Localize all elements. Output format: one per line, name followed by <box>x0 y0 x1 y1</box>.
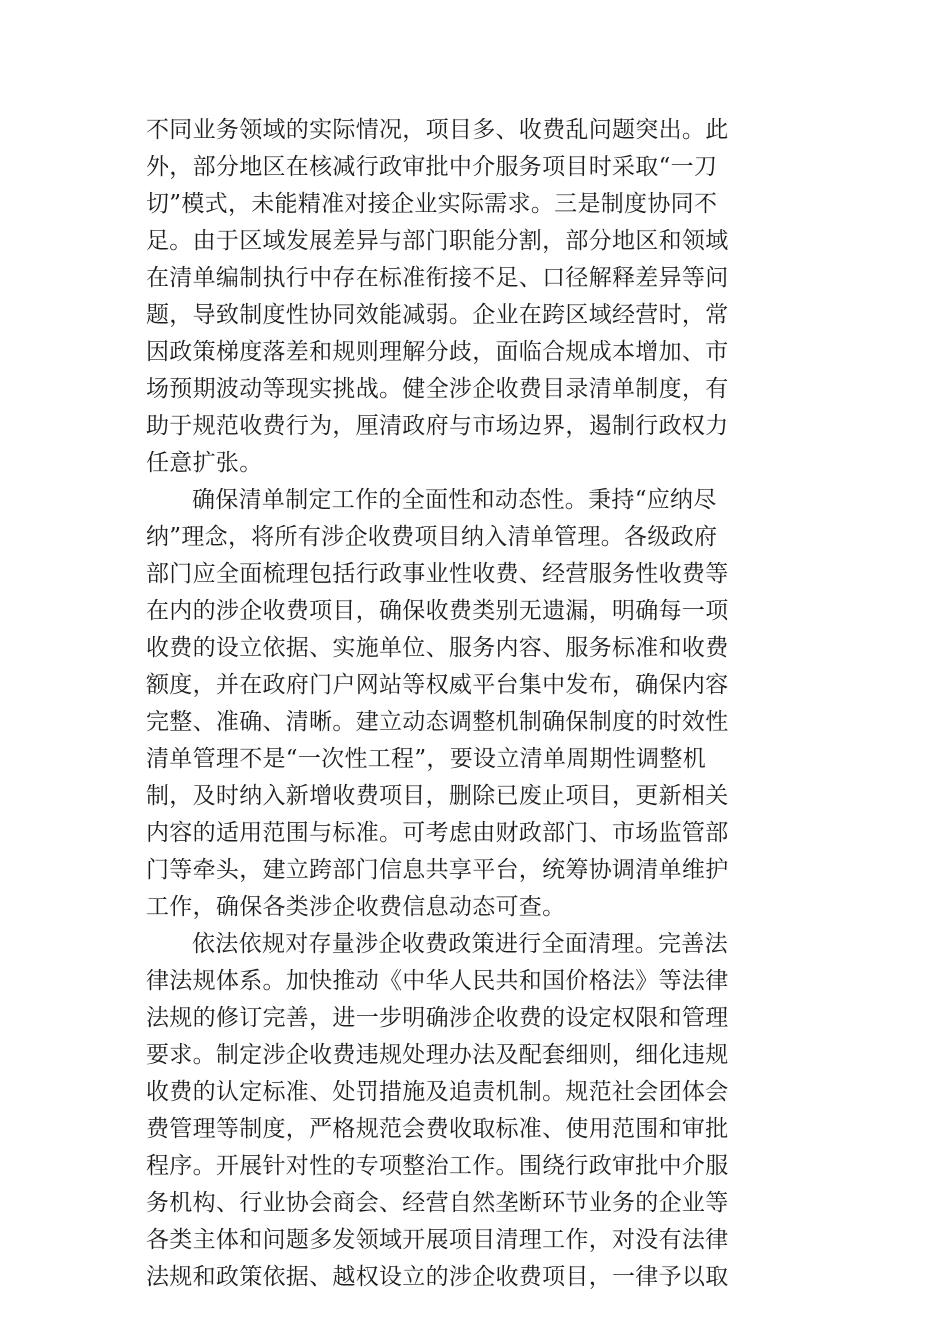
text-line: 内容的适用范围与标准。可考虑由财政部门、市场监管部 <box>146 820 729 846</box>
text-line: 部门应全面梳理包括行政事业性收费、经营服务性收费等 <box>146 561 729 587</box>
text-line: 制，及时纳入新增收费项目，删除已废止项目，更新相关 <box>146 783 729 809</box>
text-line: 法规和政策依据、越权设立的涉企收费项目，一律予以取 <box>146 1264 729 1290</box>
text-line: 收费的设立依据、实施单位、服务内容、服务标准和收费 <box>146 635 729 661</box>
text-line: 足。由于区域发展差异与部门职能分割，部分地区和领域 <box>146 228 729 254</box>
text-line: 额度，并在政府门户网站等权威平台集中发布，确保内容 <box>146 672 729 698</box>
text-line: 在清单编制执行中存在标准衔接不足、口径解释差异等问 <box>146 265 729 291</box>
text-line: 工作，确保各类涉企收费信息动态可查。 <box>146 894 566 920</box>
text-line: 切”模式，未能精准对接企业实际需求。三是制度协同不 <box>146 191 718 217</box>
document-body <box>146 112 804 1296</box>
text-line: 纳”理念，将所有涉企收费项目纳入清单管理。各级政府 <box>146 524 718 550</box>
text-line: 题，导致制度性协同效能减弱。企业在跨区域经营时，常 <box>146 302 729 328</box>
text-line: 助于规范收费行为，厘清政府与市场边界，遏制行政权力 <box>146 413 729 439</box>
text-line: 外，部分地区在核减行政审批中介服务项目时采取“一刀 <box>146 154 718 180</box>
text-line: 律法规体系。加快推动《中华人民共和国价格法》等法律 <box>146 968 729 994</box>
text-line: 在内的涉企收费项目，确保收费类别无遗漏，明确每一项 <box>146 598 729 624</box>
text-line: 程序。开展针对性的专项整治工作。围绕行政审批中介服 <box>146 1153 729 1179</box>
text-line: 完整、准确、清晰。建立动态调整机制确保制度的时效性 <box>146 709 729 735</box>
text-line: 任意扩张。 <box>146 450 263 476</box>
paragraph-first-line: 确保清单制定工作的全面性和动态性。秉持“应纳尽 <box>192 487 717 513</box>
text-line: 各类主体和问题多发领域开展项目清理工作，对没有法律 <box>146 1227 729 1253</box>
text-line: 务机构、行业协会商会、经营自然垄断环节业务的企业等 <box>146 1190 729 1216</box>
paragraph-first-line: 依法依规对存量涉企收费政策进行全面清理。完善法 <box>192 931 728 957</box>
text-line: 清单管理不是“一次性工程”，要设立清单周期性调整机 <box>146 746 707 772</box>
text-line: 收费的认定标准、处罚措施及追责机制。规范社会团体会 <box>146 1079 729 1105</box>
text-line: 门等牵头，建立跨部门信息共享平台，统筹协调清单维护 <box>146 857 729 883</box>
text-line: 费管理等制度，严格规范会费收取标准、使用范围和审批 <box>146 1116 729 1142</box>
text-line: 因政策梯度落差和规则理解分歧，面临合规成本增加、市 <box>146 339 729 365</box>
text-line: 要求。制定涉企收费违规处理办法及配套细则，细化违规 <box>146 1042 729 1068</box>
text-line: 不同业务领域的实际情况，项目多、收费乱问题突出。此 <box>146 117 729 143</box>
text-line: 法规的修订完善，进一步明确涉企收费的设定权限和管理 <box>146 1005 729 1031</box>
text-line: 场预期波动等现实挑战。健全涉企收费目录清单制度，有 <box>146 376 729 402</box>
